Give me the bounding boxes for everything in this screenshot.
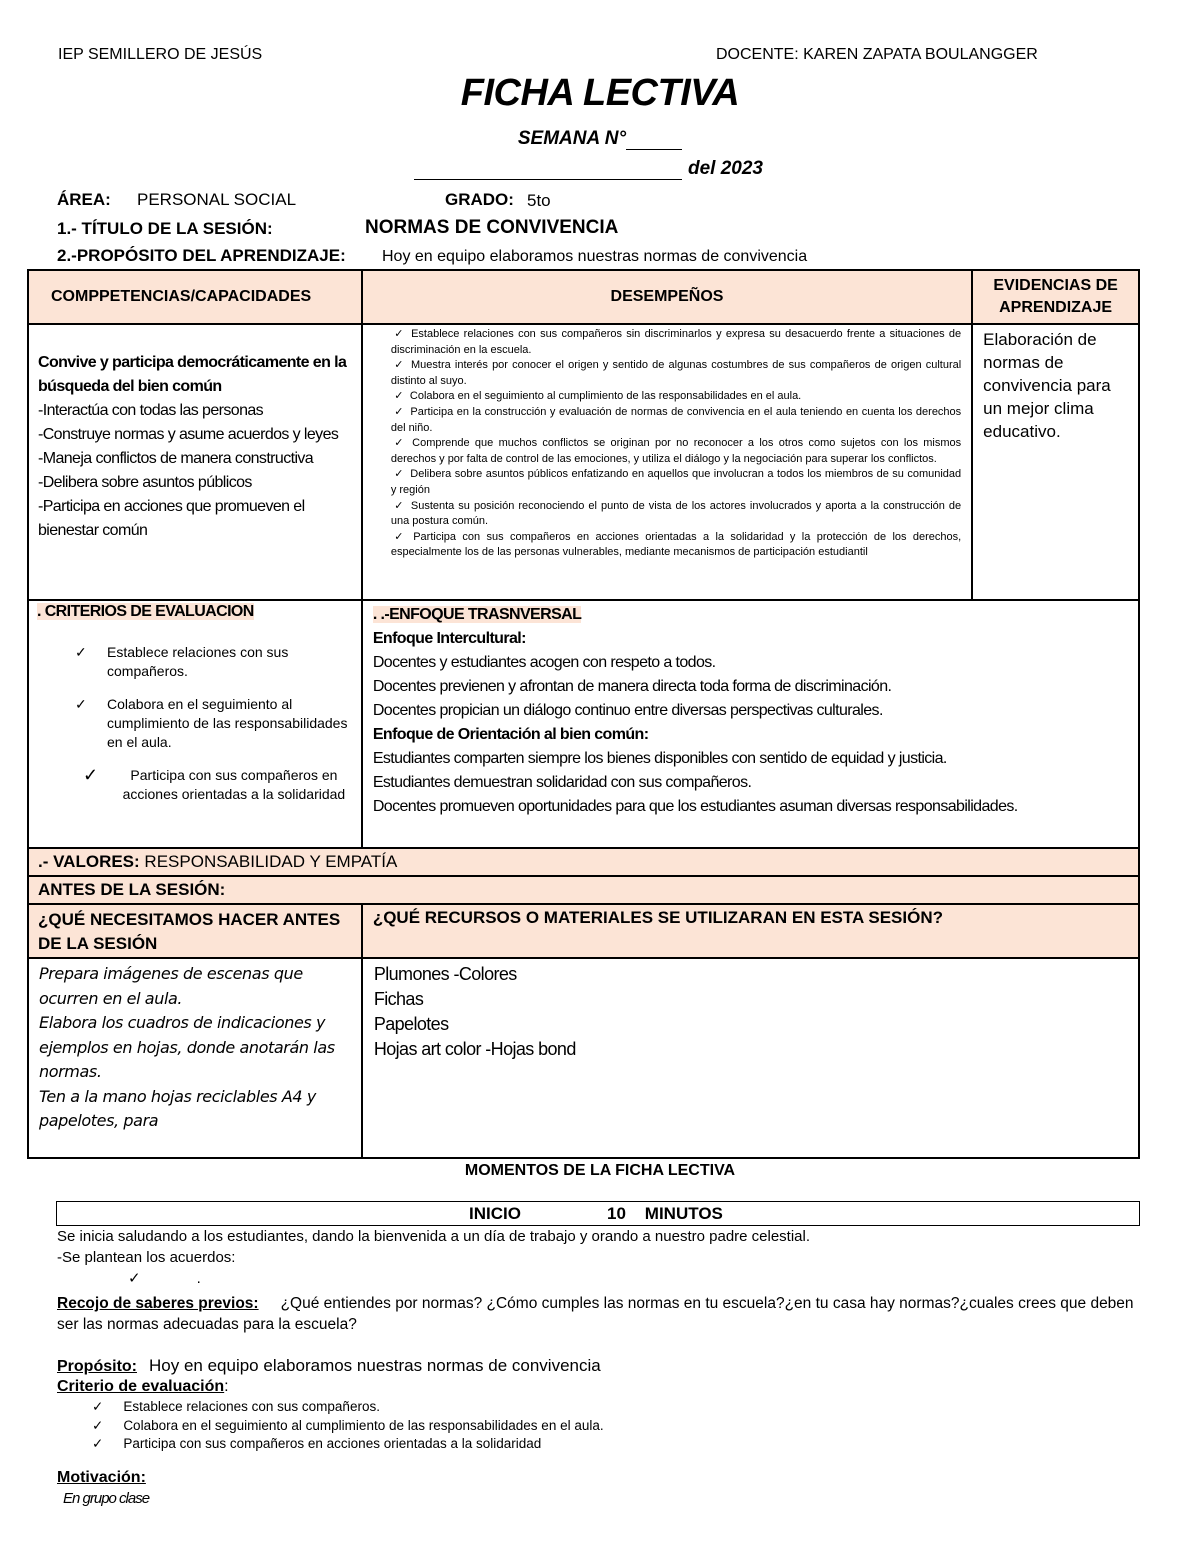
desempeno-item: ✓ Sustenta su posición reconociendo el punto de vista de los actores involucrados y aporta a la construcción de una postura común. bbox=[390, 499, 962, 528]
semana-line bbox=[0, 128, 1200, 150]
necesitamos-item: Prepara imágenes de escenas que ocurren en el aula. bbox=[39, 964, 303, 1008]
motivacion-label: Motivación: bbox=[57, 1469, 146, 1486]
enfoque-item: Docentes propician un diálogo continuo entre diversas perspectivas culturales. bbox=[372, 702, 883, 719]
criterio-list-item: ✓ Participa con sus compañeros en acciones orientadas a la solidaridad bbox=[92, 1436, 542, 1451]
check-icon: ✓ bbox=[75, 696, 87, 712]
desempenos-cell bbox=[362, 324, 972, 600]
header-competencias: COMPPETENCIAS/CAPACIDADES bbox=[28, 270, 362, 324]
inicio-time: 10 MINUTOS bbox=[607, 1204, 723, 1223]
capacidad-item: -Interactúa con todas las personas bbox=[38, 402, 264, 419]
grado-label: GRADO: bbox=[445, 190, 514, 209]
check-icon: ✓ bbox=[394, 328, 404, 340]
valores-label: .- VALORES: bbox=[38, 852, 140, 871]
criterio-list-item: ✓ Establece relaciones con sus compañeros. bbox=[92, 1399, 380, 1414]
recurso-item: Hojas art color -Hojas bond bbox=[373, 1039, 576, 1059]
check-icon: ✓ bbox=[394, 499, 404, 512]
necesitamos-cell bbox=[28, 958, 362, 1158]
desempeno-item: ✓ Participa con sus compañeros en acciones orientadas a la solidaridad y la protección de los derechos, especialmente los de las personas vulnerables, mediante mecanismos de participación estudiantil bbox=[390, 530, 962, 559]
check-icon: ✓ bbox=[394, 530, 404, 543]
criterio-heading: Criterio de evaluación: bbox=[57, 1378, 229, 1395]
inicio-label: INICIO bbox=[469, 1204, 521, 1223]
check-icon: ✓ bbox=[394, 359, 404, 372]
recursos-header-cell bbox=[362, 904, 1139, 958]
check-icon: ✓ bbox=[394, 437, 404, 450]
enfoque-item: Docentes promueven oportunidades para que los estudiantes asuman diversas responsabilidades. bbox=[372, 798, 1018, 815]
school-name: IEP SEMILLERO DE JESÚS bbox=[58, 46, 263, 63]
desempeno-item: ✓ Delibera sobre asuntos públicos enfatizando en aquellos que involucran a todos los miembros de su comunidad y región bbox=[390, 468, 962, 496]
check-icon: ✓ bbox=[92, 1417, 104, 1433]
titulo-label: 1.- TÍTULO DE LA SESIÓN: bbox=[57, 219, 273, 238]
recursos-cell bbox=[362, 958, 1139, 1158]
proposito-line bbox=[57, 1356, 601, 1376]
capacidad-item: -Maneja conflictos de manera constructiva bbox=[38, 450, 314, 467]
enfoque-title: . .-ENFOQUE TRASNVERSAL bbox=[372, 606, 582, 623]
valores-row bbox=[28, 848, 1139, 876]
desempeno-item: ✓ Establece relaciones con sus compañeros sin discriminarlos y expresa su desacuerdo frente a situaciones de discriminación en la escuela. bbox=[390, 328, 962, 356]
check-icon: ✓ bbox=[92, 1399, 104, 1414]
criterios-title: . CRITERIOS DE EVALUACION bbox=[37, 603, 254, 620]
desempeno-item: ✓ Muestra interés por conocer el origen y sentido de algunas costumbres de sus compañeros de origen cultural distinto al suyo. bbox=[390, 359, 962, 387]
capacidad-item: -Delibera sobre asuntos públicos bbox=[38, 474, 252, 491]
criterio-list-item: ✓ Colabora en el seguimiento al cumplimiento de las responsabilidades en el aula. bbox=[92, 1417, 604, 1433]
desempeno-item: ✓ Participa en la construcción y evaluación de normas de convivencia en el aula teniendo en cuenta los derechos del niño. bbox=[390, 405, 962, 434]
check-icon: ✓ bbox=[83, 765, 99, 785]
area-label: ÁREA: bbox=[57, 190, 111, 209]
teacher-name: DOCENTE: KAREN ZAPATA BOULANGGER bbox=[716, 46, 1038, 63]
necesitamos-header-cell bbox=[28, 904, 362, 958]
saberes-label: Recojo de saberes previos: bbox=[57, 1295, 259, 1312]
semana-label: SEMANA N° bbox=[517, 128, 627, 149]
proposito-text-2: Hoy en equipo elaboramos nuestras normas de convivencia bbox=[149, 1356, 601, 1375]
semana-blank bbox=[626, 133, 682, 150]
saberes-paragraph bbox=[57, 1293, 1157, 1335]
date-year: del 2023 bbox=[688, 158, 763, 179]
criterio-item: ✓ Participa con sus compañeros en acciones orientadas a la solidaridad bbox=[83, 765, 346, 802]
inicio-bar bbox=[56, 1201, 1140, 1226]
criterios-cell bbox=[28, 600, 362, 848]
check-icon: ✓ bbox=[128, 1270, 141, 1287]
evidencia-text: Elaboración de normas de convivencia para un mejor clima educativo. bbox=[983, 330, 1111, 441]
evidencias-cell bbox=[972, 324, 1139, 600]
recursos-header: ¿QUÉ RECURSOS O MATERIALES SE UTILIZARAN EN ESTA SESIÓN? bbox=[372, 908, 943, 927]
antes-label: ANTES DE LA SESIÓN: bbox=[38, 880, 226, 899]
capacidad-item: -Construye normas y asume acuerdos y leyes bbox=[38, 426, 339, 443]
antes-row bbox=[28, 876, 1139, 904]
enfoque-item: Estudiantes comparten siempre los bienes disponibles con sentido de equidad y justicia. bbox=[372, 750, 947, 767]
necesitamos-item: Elabora los cuadros de indicaciones y ejemplos en hojas, donde anotarán las normas. bbox=[39, 1013, 335, 1081]
motivacion-text: En grupo clase bbox=[63, 1490, 150, 1507]
enfoque-item: Estudiantes demuestran solidaridad con sus compañeros. bbox=[372, 774, 752, 791]
criterios-list bbox=[92, 1398, 604, 1454]
proposito-label-2: Propósito: bbox=[57, 1358, 137, 1375]
competencia-title: Convive y participa democráticamente en la búsqueda del bien común bbox=[38, 354, 347, 395]
capacidad-item: -Participa en acciones que promueven el bienestar común bbox=[38, 498, 305, 539]
check-icon: ✓ bbox=[394, 390, 404, 403]
enfoque-item: Docentes y estudiantes acogen con respeto a todos. bbox=[372, 654, 716, 671]
header-evidencias: EVIDENCIAS DE APRENDIZAJE bbox=[972, 270, 1139, 324]
recurso-item: Papelotes bbox=[373, 1014, 449, 1034]
proposito-label: 2.-PROPÓSITO DEL APRENDIZAJE: bbox=[57, 246, 346, 265]
necesitamos-item: Ten a la mano hojas reciclables A4 y papelotes, para bbox=[39, 1086, 316, 1130]
desempeno-item: ✓ Colabora en el seguimiento al cumplimiento de las responsabilidades en el aula. bbox=[391, 389, 961, 405]
competencias-cell bbox=[28, 324, 362, 600]
enfoque-item: Docentes previenen y afrontan de manera directa toda forma de discriminación. bbox=[372, 678, 892, 695]
proposito-value: Hoy en equipo elaboramos nuestras normas de convivencia bbox=[382, 248, 808, 265]
check-icon: ✓ bbox=[75, 644, 87, 660]
intro-text: Se inicia saludando a los estudiantes, dando la bienvenida a un día de trabajo y orando a nuestro padre celestial. bbox=[57, 1228, 811, 1245]
acuerdo-item: ✓ . bbox=[128, 1270, 201, 1287]
criterio-item: ✓ Colabora en el seguimiento al cumplimiento de las responsabilidades en el aula. bbox=[75, 696, 348, 750]
check-icon: ✓ bbox=[394, 405, 404, 418]
titulo-value: NORMAS DE CONVIVENCIA bbox=[365, 217, 619, 238]
area-value: PERSONAL SOCIAL bbox=[137, 190, 297, 209]
check-icon: ✓ bbox=[92, 1436, 104, 1451]
desempeno-item: ✓ Comprende que muchos conflictos se originan por no reconocer a los otros como sujetos con los mismos derechos y por falta de control de las emociones, y utiliza el diálogo y la negociación para superar los conflictos. bbox=[390, 437, 962, 465]
criterio-item: ✓ Establece relaciones con sus compañeros. bbox=[75, 644, 289, 679]
page-title: FICHA LECTIVA bbox=[460, 72, 740, 114]
recurso-item: Fichas bbox=[373, 989, 424, 1009]
date-blank bbox=[414, 161, 682, 180]
valores-value: RESPONSABILIDAD Y EMPATÍA bbox=[144, 852, 398, 871]
enfoque-cell bbox=[362, 600, 1139, 848]
saberes-text: ¿Qué entiendes por normas? ¿Cómo cumples las normas en tu escuela?¿en tu casa hay normas?¿cuales crees que deben ser las normas adecuadas para la escuela? bbox=[57, 1295, 1134, 1333]
grado-value: 5to bbox=[527, 191, 551, 210]
header-desempenos: DESEMPEÑOS bbox=[362, 270, 972, 324]
check-icon: ✓ bbox=[394, 468, 404, 481]
date-line bbox=[414, 158, 763, 180]
enfoque-intercultural-title: Enfoque Intercultural: bbox=[372, 630, 526, 647]
necesitamos-header: ¿QUÉ NECESITAMOS HACER ANTES DE LA SESIÓN bbox=[38, 910, 341, 953]
main-table bbox=[27, 269, 1140, 1159]
recurso-item: Plumones -Colores bbox=[373, 964, 517, 984]
enfoque-bien-comun-title: Enfoque de Orientación al bien común: bbox=[372, 726, 649, 743]
acuerdos-text: -Se plantean los acuerdos: bbox=[57, 1249, 236, 1266]
momentos-title: MOMENTOS DE LA FICHA LECTIVA bbox=[464, 1162, 736, 1179]
